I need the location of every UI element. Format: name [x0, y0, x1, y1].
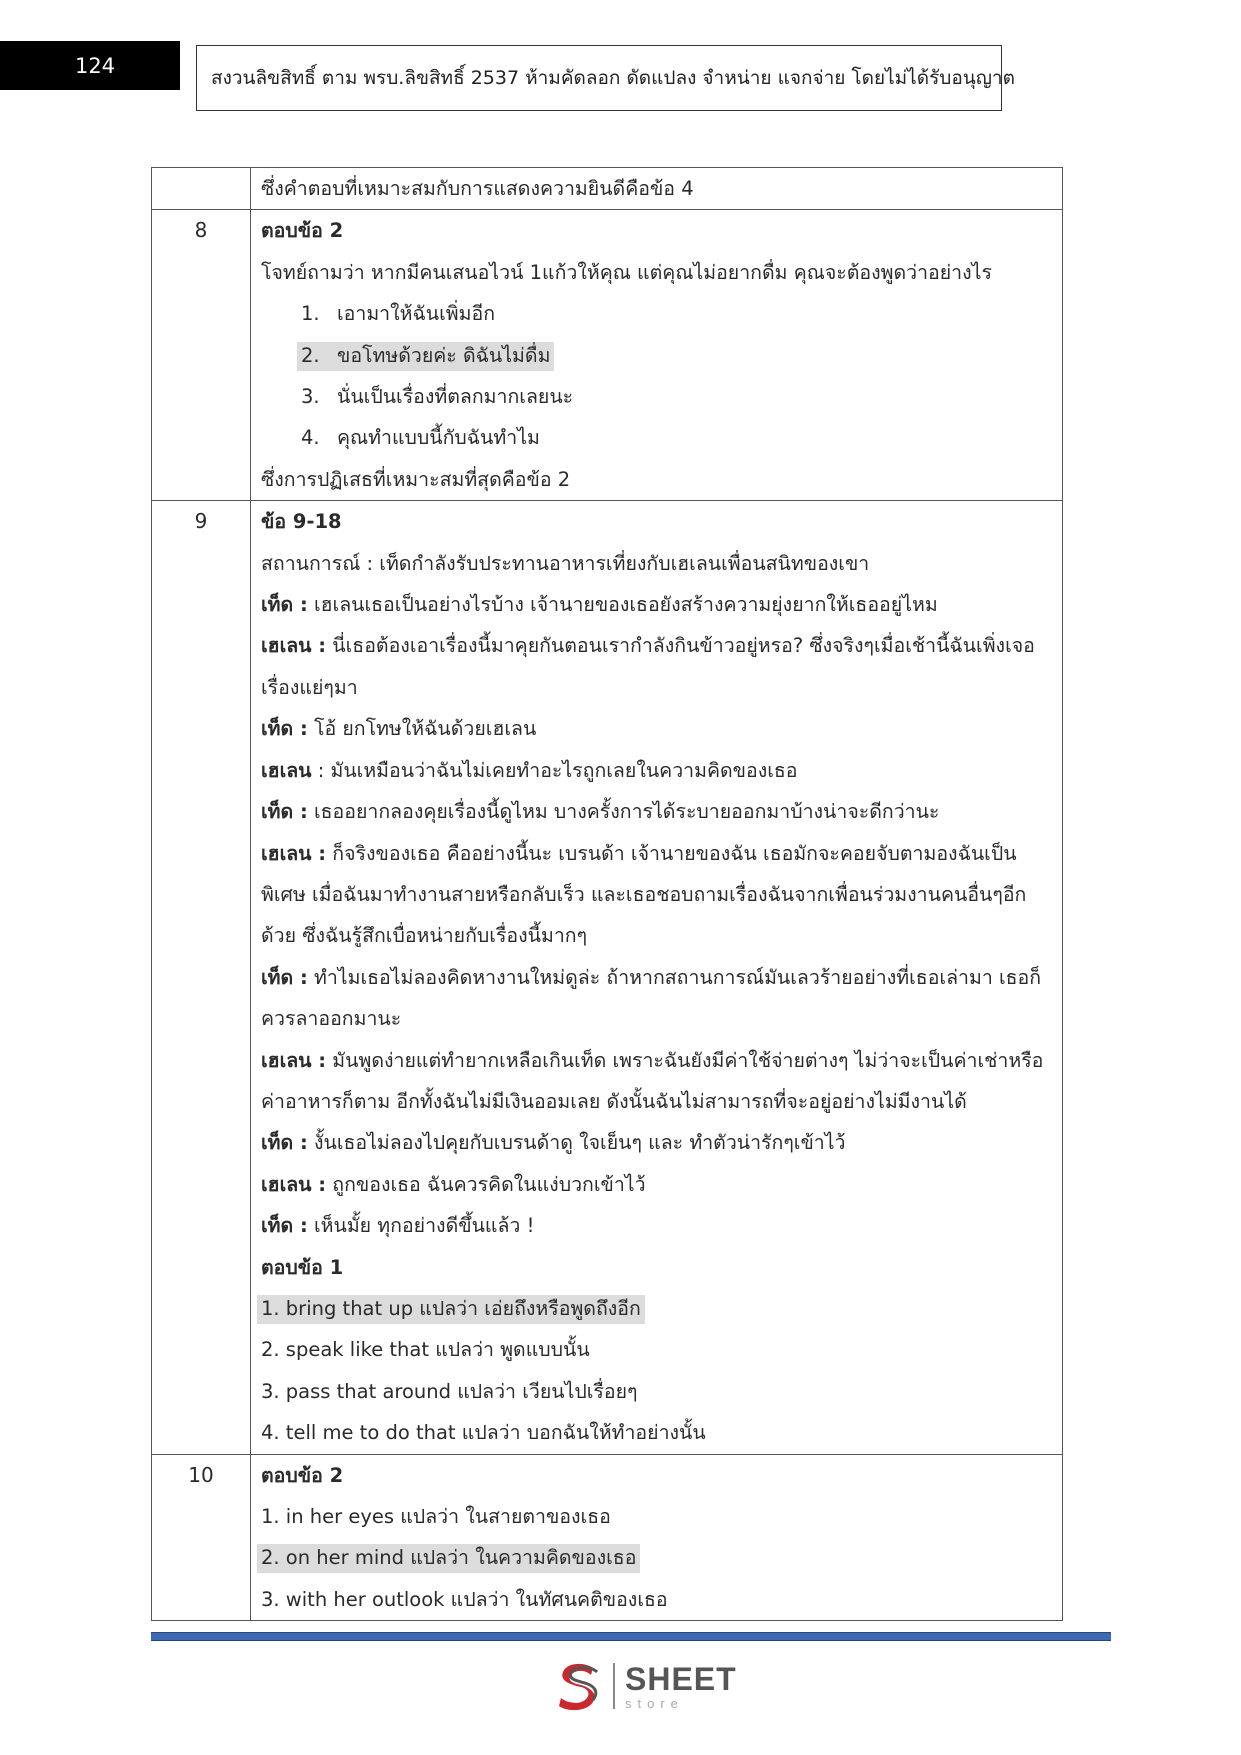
- option-number: 2.: [301, 343, 320, 367]
- dialogue-line: [261, 791, 1052, 832]
- option-item: 1. in her eyes แปลว่า ในสายตาของเธอ: [261, 1505, 611, 1528]
- row-content: [251, 1454, 1063, 1621]
- logo-text: [625, 1660, 737, 1711]
- option-item: [261, 417, 1052, 458]
- speaker-name: เท็ด :: [261, 1214, 308, 1238]
- option-text: นั่นเป็นเรื่องที่ตลกมากเลยนะ: [337, 385, 574, 409]
- logo-subtitle: store: [625, 1695, 684, 1711]
- speaker-name: เฮเลน :: [261, 841, 327, 865]
- option-text: 2. on her mind แปลว่า ในความคิดของเธอ: [257, 1544, 640, 1573]
- situation-text: สถานการณ์ : เท็ดกำลังรับประทานอาหารเที่ยงกับเฮเลนเพื่อนสนิทของเขา: [261, 551, 870, 575]
- footer-bar: [151, 1632, 1111, 1641]
- speaker-name: เฮเลน :: [261, 634, 327, 658]
- row-content: [251, 168, 1063, 210]
- answer-table: [151, 167, 1063, 1621]
- row-content: [251, 210, 1063, 501]
- row-number: 8: [152, 210, 251, 501]
- option-item: 3. pass that around แปลว่า เวียนไปเรื่อยๆ: [261, 1379, 638, 1403]
- copyright-text: สงวนลิขสิทธิ์ ตาม พรบ.ลิขสิทธิ์ 2537 ห้ามคัดลอก ดัดแปลง จำหน่าย แจกจ่าย โดยไม่ได้รับอนุญาต: [211, 67, 1015, 89]
- option-item-highlighted: [261, 335, 1052, 376]
- option-text: 1. bring that up แปลว่า เอ่ยถึงหรือพูดถึงอีก: [257, 1295, 645, 1324]
- dialogue-text: โอ้ ยกโทษให้ฉันด้วยเฮเลน: [307, 717, 537, 741]
- answer-heading: ตอบข้อ 2: [261, 1463, 344, 1487]
- speaker-name: เท็ด :: [261, 965, 308, 989]
- option-number: 3.: [301, 385, 320, 409]
- question-text: โจทย์ถามว่า หากมีคนเสนอไวน์ 1แก้วให้คุณ แต่คุณไม่อยากดื่ม คุณจะต้องพูดว่าอย่างไร: [261, 260, 992, 284]
- dialogue-text: เห็นมั้ย ทุกอย่างดีขึ้นแล้ว !: [307, 1214, 535, 1238]
- speaker-name: เฮเลน: [261, 758, 312, 782]
- conclusion-text: ซึ่งการปฏิเสธที่เหมาะสมที่สุดคือข้อ 2: [261, 467, 571, 491]
- option-item-highlighted: [261, 1537, 1052, 1578]
- option-number: 1.: [301, 302, 320, 326]
- option-item: 3. with her outlook แปลว่า ในทัศนคติของเธอ: [261, 1587, 668, 1611]
- dialogue-line: [261, 1122, 1052, 1163]
- option-number: 4.: [301, 426, 320, 450]
- option-item: [261, 376, 1052, 417]
- option-item: [261, 293, 1052, 334]
- dialogue-line: [261, 750, 1052, 791]
- dialogue-line: [261, 833, 1052, 957]
- row-content: [251, 501, 1063, 1454]
- speaker-name: เฮเลน :: [261, 1172, 327, 1196]
- speaker-name: เฮเลน :: [261, 1048, 327, 1072]
- dialogue-line: [261, 1164, 1052, 1205]
- option-item: 4. tell me to do that แปลว่า บอกฉันให้ทำอย่างนั้น: [261, 1421, 706, 1445]
- dialogue-text: งั้นเธอไม่ลองไปคุยกับเบรนด้าดู ใจเย็นๆ และ ทำตัวน่ารักๆเข้าไว้: [307, 1131, 846, 1155]
- dialogue-text: มันพูดง่ายแต่ทำยากเหลือเกินเท็ด เพราะฉันยังมีค่าใช้จ่ายต่างๆ ไม่ว่าจะเป็นค่าเช่าหรือค่าอาหารก็ตาม อีกทั้งฉันไม่มีเงินออมเลย ดังนั้นฉันไม่สามารถที่จะอยู่อย่างไม่มีงานได้: [261, 1048, 1044, 1113]
- table-row: [152, 168, 1063, 210]
- dialogue-line: [261, 625, 1052, 708]
- row-number: 9: [152, 501, 251, 1454]
- table-row: [152, 1454, 1063, 1621]
- option-text: ขอโทษด้วยค่ะ ดิฉันไม่ดื่ม: [337, 343, 551, 367]
- answer-heading: ตอบข้อ 2: [261, 219, 344, 243]
- logo-word: SHEET: [625, 1660, 737, 1697]
- dialogue-text: ถูกของเธอ ฉันควรคิดในแง่บวกเข้าไว้: [326, 1172, 646, 1196]
- dialogue-line: [261, 957, 1052, 1040]
- copyright-notice: [196, 45, 1015, 111]
- logo-s-icon: [555, 1660, 603, 1712]
- option-item-highlighted: [261, 1288, 1052, 1329]
- dialogue-text: เธออยากลองคุยเรื่องนี้ดูไหม บางครั้งการได้ระบายออกมาบ้างน่าจะดีกว่านะ: [307, 800, 940, 824]
- speaker-name: เท็ด :: [261, 1131, 308, 1155]
- dialogue-line: [261, 1040, 1052, 1123]
- conclusion-text: ซึ่งคำตอบที่เหมาะสมกับการแสดงความยินดีคือข้อ 4: [261, 177, 694, 200]
- dialogue-text: นี่เธอต้องเอาเรื่องนี้มาคุยกันตอนเรากำลังกินข้าวอยู่หรอ? ซึ่งจริงๆเมื่อเช้านี้ฉันเพิ่งเจอเรื่องแย่ๆมา: [261, 634, 1035, 699]
- dialogue-text: ทำไมเธอไม่ลองคิดหางานใหม่ดูล่ะ ถ้าหากสถานการณ์มันเลวร้ายอย่างที่เธอเล่ามา เธอก็ควรลาออกมานะ: [261, 965, 1042, 1031]
- section-heading: ข้อ 9-18: [261, 510, 342, 534]
- row-number: [152, 168, 251, 210]
- dialogue-text: เฮเลนเธอเป็นอย่างไรบ้าง เจ้านายของเธอยังสร้างความยุ่งยากให้เธออยู่ไหม: [307, 593, 938, 617]
- dialogue-text: ก็จริงของเธอ คืออย่างนี้นะ เบรนด้า เจ้านายของฉัน เธอมักจะคอยจับตามองฉันเป็นพิเศษ เมื่อฉันมาทำงานสายหรือกลับเร็ว และเธอชอบถามเรื่องฉันจากเพื่อนร่วมงานคนอื่นๆอีกด้วย ซึ่งฉันรู้สึกเบื่อหน่ายกับเรื่องนี้มากๆ: [261, 841, 1027, 948]
- row-number: 10: [152, 1454, 251, 1621]
- speaker-name: เท็ด :: [261, 800, 308, 824]
- dialogue-line: [261, 1205, 1052, 1246]
- answer-heading: ตอบข้อ 1: [261, 1255, 344, 1279]
- highlight: [297, 342, 554, 371]
- dialogue-line: [261, 708, 1052, 749]
- page-number: 124: [0, 41, 180, 90]
- speaker-name: เท็ด :: [261, 593, 308, 617]
- option-text: เอามาให้ฉันเพิ่มอีก: [337, 302, 496, 326]
- option-item: 2. speak like that แปลว่า พูดแบบนั้น: [261, 1338, 590, 1362]
- table-row: [152, 501, 1063, 1454]
- dialogue-line: [261, 584, 1052, 625]
- dialogue-text: : มันเหมือนว่าฉันไม่เคยทำอะไรถูกเลยในความคิดของเธอ: [311, 758, 798, 782]
- table-row: [152, 210, 1063, 501]
- option-text: คุณทำแบบนี้กับฉันทำไม: [337, 426, 540, 450]
- sheet-store-logo: [555, 1658, 737, 1714]
- speaker-name: เท็ด :: [261, 717, 308, 741]
- logo-divider: [613, 1663, 615, 1709]
